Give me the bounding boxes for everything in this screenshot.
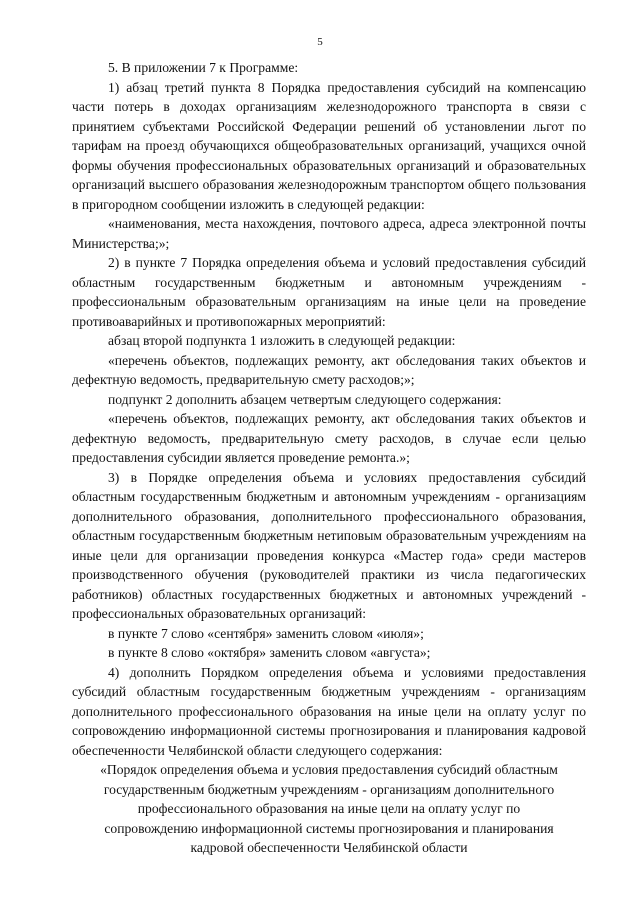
paragraph-8: «перечень объектов, подлежащих ремонту, акт обследования таких объектов и дефектную ведомость, предварительную смету расходов, в случае если целью предоставления субсидии является проведение ремонта.»; (72, 411, 586, 465)
heading-line-2: государственным бюджетным учреждениям - организациям дополнительного (103, 781, 555, 797)
paragraph-3: «наименования, места нахождения, почтового адреса, адреса электронной почты Министерства;»; (72, 216, 586, 251)
paragraph-7: подпункт 2 дополнить абзацем четвертым следующего содержания: (108, 391, 502, 407)
paragraph-6: «перечень объектов, подлежащих ремонту, акт обследования таких объектов и дефектную ведомость, предварительную смету расходов;»; (72, 352, 586, 387)
page-number: 5 (317, 36, 323, 48)
paragraph-11: в пункте 8 слово «октября» заменить словом «августа»; (108, 645, 431, 660)
heading-line-3: профессионального образования на иные цели на оплату услуг по (137, 801, 521, 816)
paragraph-4: 2) в пункте 7 Порядка определения объема и условий предоставления субсидий областным государственным бюджетным и автономным учреждениям - профессиональным образовательным организациям на иные цели на проведение противоаварийных и противопожарных мероприятий: (72, 255, 586, 329)
heading-line-5: кадровой обеспеченности Челябинской области (190, 840, 468, 855)
paragraph-1: 5. В приложении 7 к Программе: (108, 60, 299, 75)
document-body (72, 58, 586, 858)
heading-line-4: сопровождению информационной системы прогнозирования и планирования (104, 820, 554, 836)
appendix-heading (72, 760, 586, 858)
paragraph-10: в пункте 7 слово «сентября» заменить словом «июля»; (108, 625, 424, 641)
heading-line-1: «Порядок определения объема и условия предоставления субсидий областным (100, 762, 558, 777)
paragraph-5: абзац второй подпункта 1 изложить в следующей редакции: (108, 333, 456, 348)
paragraph-12: 4) дополнить Порядком определения объема и условиями предоставления субсидий областным государственным бюджетным учреждениям - организациям дополнительного профессионального образования на иные цели на оплату услуг по сопровождению информационной системы прогнозирования и планирования кадровой обеспеченности Челябинской области следующего содержания: (72, 664, 586, 758)
paragraph-9: 3) в Порядке определения объема и условиях предоставления субсидий областным государственным бюджетным и автономным учреждениям - организациям дополнительного образования, дополнительного профессионального образования, областным государственным бюджетным нетиповым образовательным учреждениям на иные цели для организации проведения конкурса «Мастер года» среди мастеров производственного обучения (руководителей практики из числа педагогических работников) областных государственных бюджетных и автономных учреждений - профессиональных образовательных организаций: (72, 469, 586, 621)
paragraph-2: 1) абзац третий пункта 8 Порядка предоставления субсидий на компенсацию части потерь в доходах организациям железнодорожного транспорта в связи с принятием субъектами Российской Федерации решений об установлении льгот по тарифам на проезд обучающихся общеобразовательных организаций, учащихся очной формы обучения профессиональных образовательных организаций и образовательных организаций высшего образования железнодорожным транспортом общего пользования в пригородном сообщении изложить в следующей редакции: (72, 79, 586, 212)
